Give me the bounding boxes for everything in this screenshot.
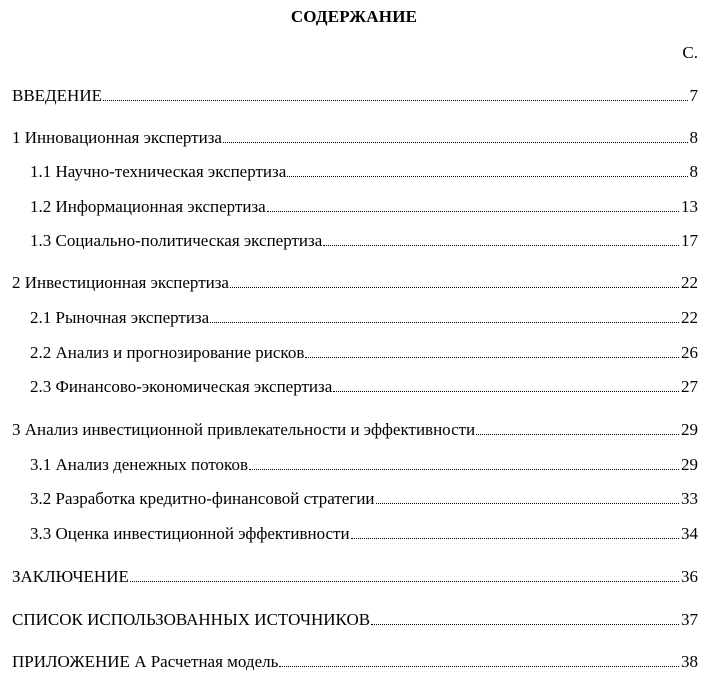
dot-leader [351,536,679,539]
toc-entry-label: 1.3 Социально-политическая экспертиза [30,231,323,250]
toc-entry-references [12,608,698,632]
toc-entry-label: 3.3 Оценка инвестиционной эффективности [30,524,350,543]
toc-entry-label: 1 Инновационная экспертиза [12,128,222,147]
toc-entry-section-3-2 [30,487,698,511]
dot-leader [210,320,679,323]
dot-leader [230,285,679,288]
toc-entry-section-2-3 [30,375,698,399]
toc-entry-label: ЗАКЛЮЧЕНИЕ [12,567,129,586]
toc-entry-label: ПРИЛОЖЕНИЕ А Расчетная модель [12,652,279,671]
toc-entry-page: 27 [681,377,698,396]
toc-entry-page: 8 [689,162,698,181]
dot-leader [103,98,688,101]
toc-entry-label: 1.1 Научно-техническая экспертиза [30,162,287,181]
toc-entry-page: 26 [681,343,698,362]
toc-entry-label: ВВЕДЕНИЕ [12,86,102,105]
toc-entry-label: 2 Инвестиционная экспертиза [12,273,229,292]
toc-entry-introduction [12,84,698,108]
toc-entry-section-3-1 [30,453,698,477]
toc-entry-page: 34 [681,524,698,543]
dot-leader [249,467,679,470]
toc-entry-conclusion [12,565,698,589]
dot-leader [287,174,687,177]
dot-leader [279,664,679,667]
toc-entry-page: 33 [681,489,698,508]
toc-title: СОДЕРЖАНИЕ [290,7,418,26]
dot-leader [323,243,679,246]
toc-entry-section-2-1 [30,306,698,330]
toc-entry-page: 22 [681,273,698,292]
toc-entry-label: 3 Анализ инвестиционной привлекательности и эффективности [12,420,476,439]
dot-leader [333,389,679,392]
page-column-label: С. [682,43,698,62]
toc-entry-label: 3.1 Анализ денежных потоков [30,455,248,474]
dot-leader [305,355,679,358]
toc-entry-section-3-3 [30,522,698,546]
toc-entry-page: 13 [681,197,698,216]
toc-entry-page: 22 [681,308,698,327]
dot-leader [223,140,688,143]
toc-entry-appendix-a [12,650,698,674]
toc-entry-label: 2.1 Рыночная экспертиза [30,308,210,327]
toc-entry-page: 29 [681,455,698,474]
toc-entry-label: СПИСОК ИСПОЛЬЗОВАННЫХ ИСТОЧНИКОВ [12,610,371,629]
toc-entry-section-2-2 [30,341,698,365]
toc-entry-page: 17 [681,231,698,250]
dot-leader [267,209,679,212]
toc-entry-label: 3.2 Разработка кредитно-финансовой стратегии [30,489,375,508]
toc-entry-label: 1.2 Информационная экспертиза [30,197,266,216]
toc-entry-label: 2.2 Анализ и прогнозирование рисков [30,343,305,362]
dot-leader [376,501,679,504]
toc-entry-page: 36 [681,567,698,586]
toc-entry-section-1-2 [30,195,698,219]
toc-entry-page: 38 [681,652,698,671]
toc-entry-chapter-3 [12,418,698,442]
dot-leader [130,579,679,582]
toc-entry-section-1-1 [30,160,698,184]
toc-entry-chapter-1 [12,126,698,150]
toc-entry-section-1-3 [30,229,698,253]
dot-leader [476,432,679,435]
dot-leader [371,622,679,625]
toc-entry-label: 2.3 Финансово-экономическая экспертиза [30,377,333,396]
toc-entry-page: 29 [681,420,698,439]
toc-entry-chapter-2 [12,271,698,295]
toc-entry-page: 37 [681,610,698,629]
toc-entry-page: 7 [689,86,698,105]
toc-entry-page: 8 [689,128,698,147]
